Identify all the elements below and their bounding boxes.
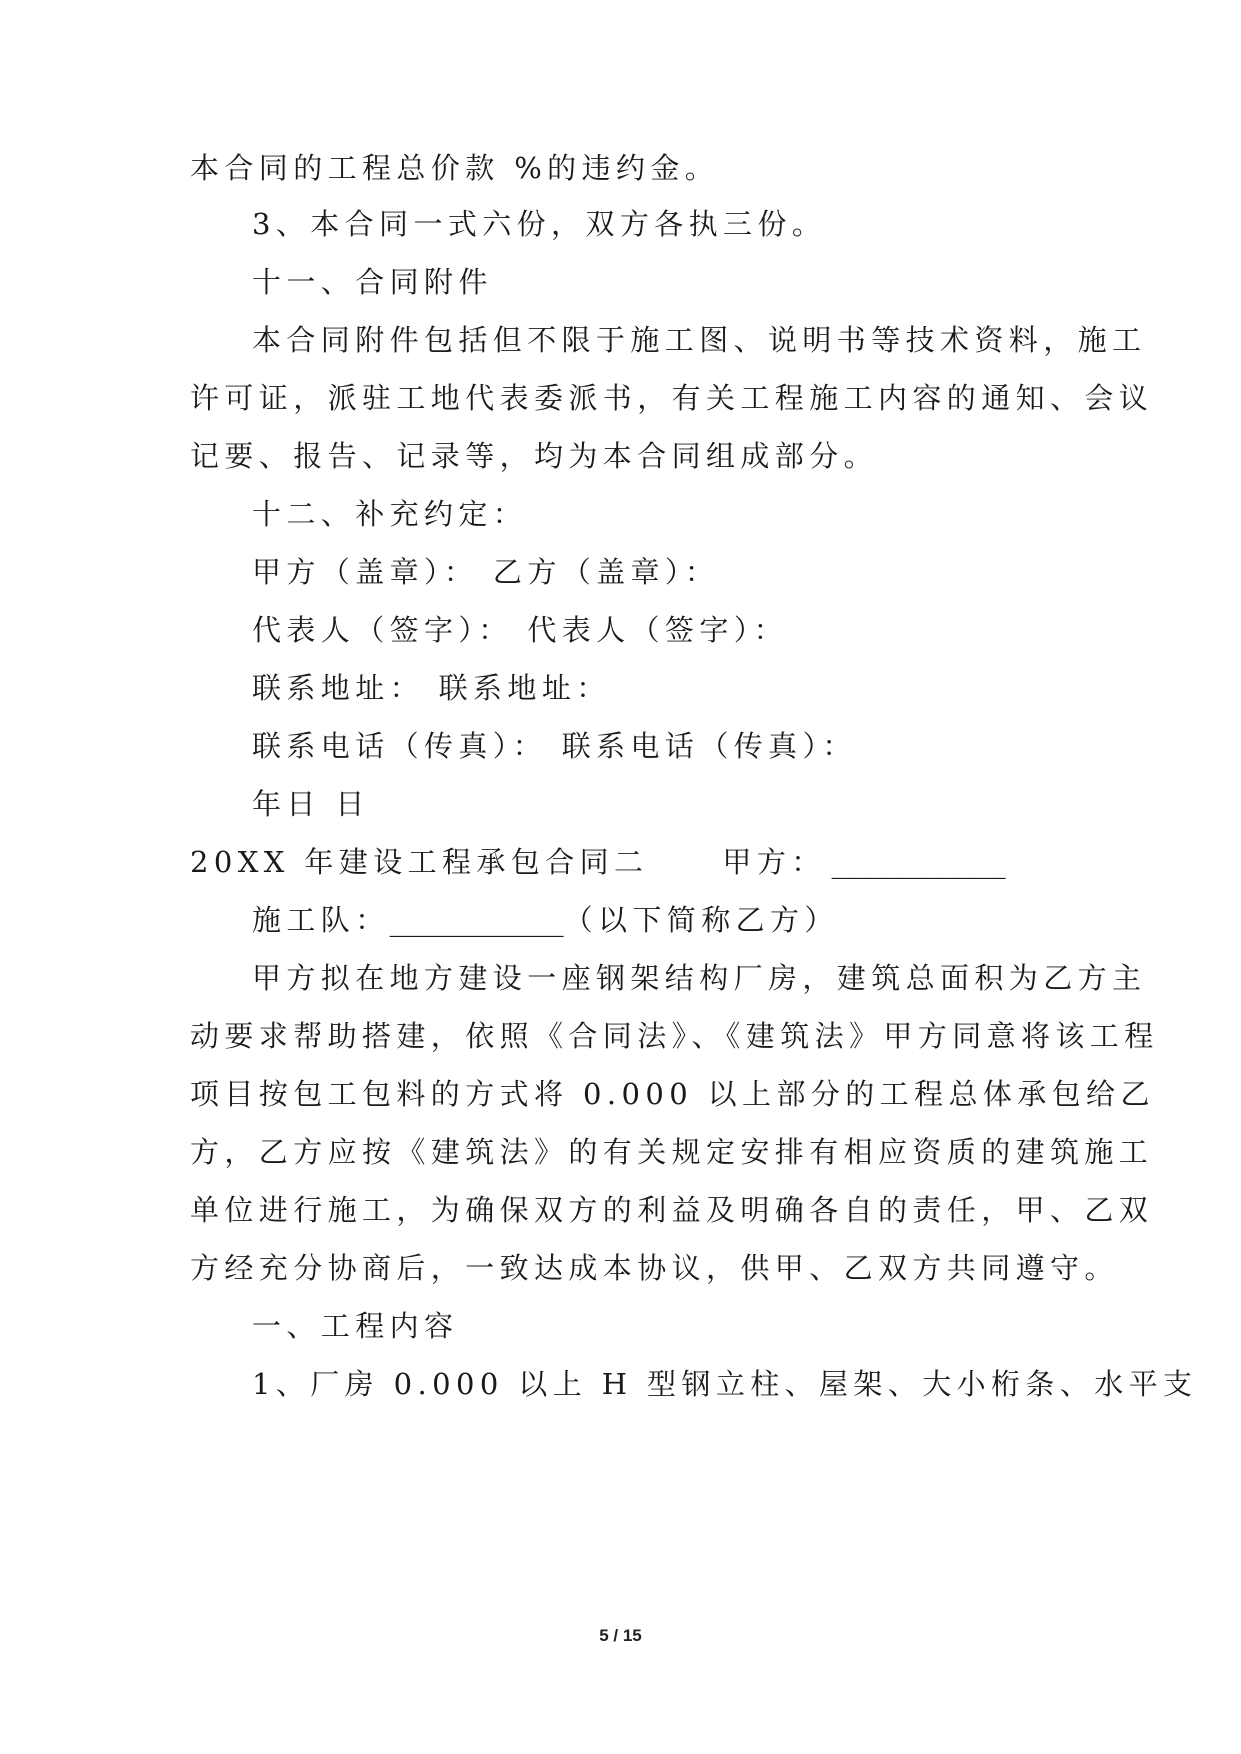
text-line: 1、厂房 0.000 以上 H 型钢立柱、屋架、大小桁条、水平支	[252, 1367, 1198, 1401]
date-line: 年日 日	[252, 787, 370, 821]
text-line: 记要、报告、记录等，均为本合同组成部分。	[190, 439, 879, 473]
contract-title-line	[190, 842, 1050, 882]
phone-line: 联系电话（传真）： 联系电话（传真）：	[252, 729, 857, 763]
construction-team-line	[252, 900, 1112, 940]
construction-team-label: 施工队：	[252, 903, 390, 937]
contract-title: 20XX 年建设工程承包合同二	[190, 845, 649, 879]
text-line: 动要求帮助搭建，依照《合同法》、《建筑法》甲方同意将该工程	[190, 1019, 1159, 1053]
construction-team-blank: ____________	[389, 903, 564, 937]
text-line: 许可证，派驻工地代表委派书，有关工程施工内容的通知、会议	[190, 381, 1154, 415]
section-heading: 十一、合同附件	[252, 265, 493, 299]
section-heading: 十二、补充约定：	[252, 497, 528, 531]
party-b-note: （以下简称乙方）	[563, 903, 839, 937]
party-a-blank: ____________	[831, 845, 1006, 879]
text-line: 方，乙方应按《建筑法》的有关规定安排有相应资质的建筑施工	[190, 1135, 1154, 1169]
party-a-label: 甲方：	[722, 845, 826, 879]
signature-line: 甲方（盖章）： 乙方（盖章）：	[252, 555, 720, 589]
address-line: 联系地址： 联系地址：	[252, 671, 611, 705]
text-line: 本合同附件包括但不限于施工图、说明书等技术资料，施工	[252, 323, 1147, 357]
text-line: 本合同的工程总价款 %的违约金。	[190, 151, 720, 185]
text-line: 项目按包工包料的方式将 0.000 以上部分的工程总体承包给乙	[190, 1077, 1155, 1111]
section-heading: 一、工程内容	[252, 1309, 459, 1343]
text-line: 甲方拟在地方建设一座钢架结构厂房，建筑总面积为乙方主	[252, 961, 1147, 995]
page-number: 5 / 15	[599, 1626, 642, 1645]
text-line: 方经充分协商后，一致达成本协议，供甲、乙双方共同遵守。	[190, 1251, 1119, 1285]
signature-line: 代表人（签字）： 代表人（签字）：	[252, 613, 789, 647]
text-line: 单位进行施工，为确保双方的利益及明确各自的责任，甲、乙双	[190, 1193, 1154, 1227]
text-line: 3、本合同一式六份，双方各执三份。	[252, 207, 827, 241]
